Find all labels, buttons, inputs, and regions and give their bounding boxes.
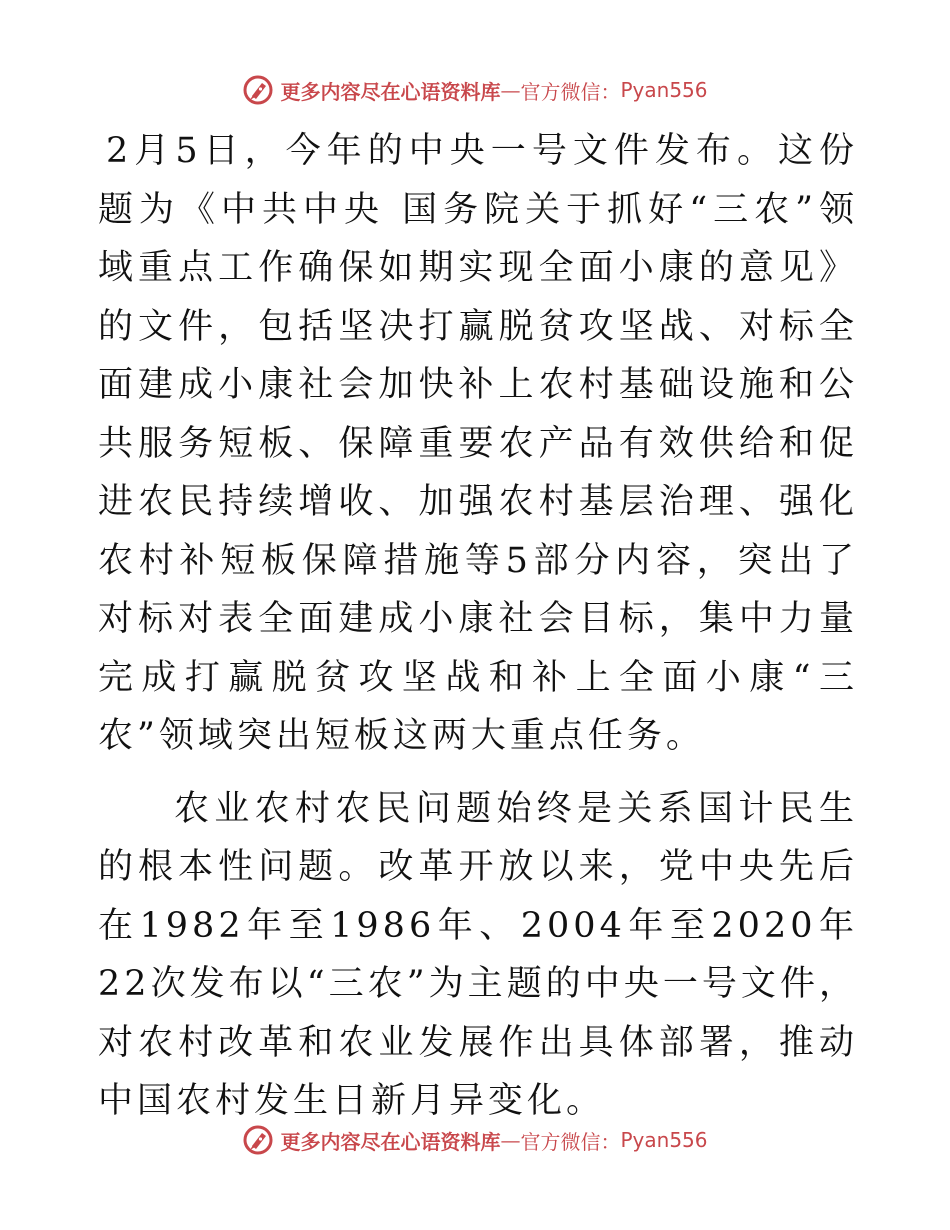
banner-wechat-id: Pyan556 bbox=[620, 78, 708, 102]
banner-site-text: 更多内容尽在心语资料库 bbox=[280, 1129, 501, 1154]
footer-banner bbox=[0, 1120, 950, 1160]
document-body bbox=[98, 122, 858, 1131]
banner-wechat-id: Pyan556 bbox=[620, 1128, 708, 1152]
banner-wechat-label: 官方微信： bbox=[520, 1129, 621, 1154]
banner-wechat-label: 官方微信： bbox=[520, 79, 621, 104]
paragraph-1: 2月5日，今年的中央一号文件发布。这份题为《中共中央 国务院关于抓好“三农”领域重点工作确保如期实现全面小康的意见》的文件，包括坚决打赢脱贫攻坚战、对标全面建成小康社会加快补上农村基础设施和公共服务短板、保障重要农产品有效供给和促进农民持续增收、加强农村基层治理、强化农村补短板保障措施等5部分内容，突出了对标对表全面建成小康社会目标，集中力量完成打赢脱贫攻坚战和补上全面小康“三农”领域突出短板这两大重点任务。 bbox=[98, 131, 858, 756]
banner-site-text: 更多内容尽在心语资料库 bbox=[280, 79, 501, 104]
pen-nib-logo-icon bbox=[242, 74, 274, 106]
banner-separator: — bbox=[500, 78, 521, 102]
banner-separator: — bbox=[500, 1128, 521, 1152]
pen-nib-logo-icon bbox=[242, 1124, 274, 1156]
header-banner bbox=[0, 70, 950, 110]
paragraph-2: 农业农村农民问题始终是关系国计民生的根本性问题。改革开放以来，党中央先后在1982年至1986年、2004年至2020年22次发布以“三农”为主题的中央一号文件，对农村改革和农业发展作出具体部署，推动中国农村发生日新月异变化。 bbox=[98, 788, 858, 1121]
